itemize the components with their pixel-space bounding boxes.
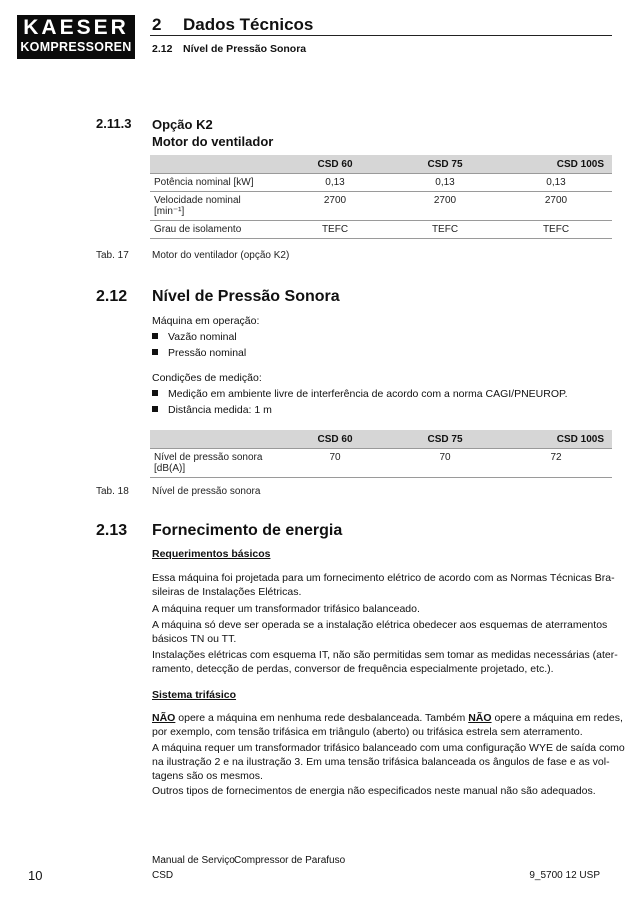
list-item-text: Pressão nominal (168, 347, 247, 359)
bullet-icon (152, 406, 158, 412)
header-rule (150, 35, 612, 36)
row-label-line2: [min⁻¹] (154, 206, 185, 217)
table-cell: 0,13 (500, 174, 612, 192)
chapter-title: Dados Técnicos (183, 15, 314, 34)
paragraph-line (152, 711, 623, 725)
paragraph-line: sileiras de Instalações Elétricas. (152, 586, 302, 598)
table-header-empty (150, 155, 280, 174)
chapter-number: 2 (152, 15, 162, 34)
table-cell: 2700 (280, 192, 390, 221)
list-item-text: Distância medida: 1 m (168, 404, 272, 416)
section-title-k2 (152, 116, 273, 150)
text-run: opere a máquina em redes, (491, 712, 623, 724)
paragraph-line: A máquina requer um transformador trifásico balanceado com uma configuração WYE de saída como (152, 742, 625, 754)
table-cell: 70 (390, 449, 500, 478)
list-item (152, 330, 237, 344)
footer-manual: Manual de Serviço (152, 855, 235, 866)
emphasis-nao: NÃO (468, 712, 492, 724)
table-header-cell: CSD 60 (280, 430, 390, 449)
table-caption-text: Nível de pressão sonora (152, 486, 261, 497)
list-item-text: Vazão nominal (168, 331, 237, 343)
text-run: opere a máquina em nenhuma rede desbalanceada. Também (175, 712, 469, 724)
table-header-empty (150, 430, 280, 449)
table-row (150, 174, 612, 192)
section-title-line1: Opção K2 (152, 117, 213, 132)
section-number-2-12: 2.12 (96, 288, 128, 305)
table-header-cell: CSD 75 (390, 430, 500, 449)
logo-line1: KAESER (23, 16, 129, 39)
sound-level-table (150, 430, 612, 478)
operation-label: Máquina em operação: (152, 315, 260, 327)
table-cell: TEFC (500, 221, 612, 239)
table-cell: 2700 (390, 192, 500, 221)
table-cell: 72 (500, 449, 612, 478)
section-title-2-12: Nível de Pressão Sonora (152, 288, 340, 305)
page-number: 10 (28, 868, 43, 883)
list-item (152, 346, 246, 360)
header-section-number: 2.12 (152, 43, 173, 55)
bullet-icon (152, 390, 158, 396)
table-row (150, 449, 612, 478)
table-cell: 0,13 (280, 174, 390, 192)
row-label: Grau de isolamento (150, 221, 280, 239)
table-header-row (150, 155, 612, 174)
bullet-icon (152, 333, 158, 339)
table-cell: TEFC (390, 221, 500, 239)
table-row (150, 221, 612, 239)
logo-line2: KOMPRESSOREN (20, 40, 132, 54)
paragraph-line: por exemplo, com tensão trifásica em triângulo (aberto) ou trifásica estrela sem aterramento. (152, 726, 583, 738)
row-label: Potência nominal [kW] (150, 174, 280, 192)
paragraph (152, 571, 615, 599)
table-header-cell: CSD 75 (390, 155, 500, 174)
table-header-cell: CSD 100S (500, 155, 612, 174)
table-cell: TEFC (280, 221, 390, 239)
kaeser-logo (17, 15, 135, 59)
section-number-2-11-3: 2.11.3 (96, 116, 132, 131)
table-cell: 70 (280, 449, 390, 478)
row-label (150, 449, 280, 478)
fan-motor-table (150, 155, 612, 239)
row-label-line1: Nível de pressão sonora (154, 452, 263, 463)
footer-doc-id: 9_5700 12 USP (529, 870, 600, 881)
table-cell: 2700 (500, 192, 612, 221)
paragraph-line: Instalações elétricas com esquema IT, não são permitidas sem tomar as medidas necessárias (ater- (152, 649, 618, 661)
table-header-row (150, 430, 612, 449)
paragraph (152, 648, 618, 676)
section-title-line2: Motor do ventilador (152, 134, 274, 149)
subheading-basic-requirements: Requerimentos básicos (152, 548, 271, 560)
row-label-line2: [dB(A)] (154, 463, 186, 474)
table-caption-number: Tab. 17 (96, 250, 129, 261)
footer-product: Compressor de Parafuso (234, 855, 346, 866)
header-section-title: Nível de Pressão Sonora (183, 43, 307, 55)
paragraph-line: tagens são os mesmos. (152, 770, 263, 782)
paragraph: A máquina requer um transformador trifásico balanceado. (152, 603, 420, 615)
table-header-cell: CSD 100S (500, 430, 612, 449)
section-title-2-13: Fornecimento de energia (152, 522, 343, 539)
row-label-line1: Velocidade nominal (154, 195, 241, 206)
paragraph-line: básicos TN ou TT. (152, 633, 237, 645)
table-row (150, 192, 612, 221)
list-item (152, 387, 568, 401)
paragraph-line: ramento, detecção de perdas, conversor de frequência especialmente projetado, etc.). (152, 663, 554, 675)
paragraph-line: na ilustração 2 e na ilustração 3. Em uma tensão trifásica balanceada os ângulos de fase e as vol- (152, 756, 610, 768)
paragraph (152, 711, 623, 739)
table-header-cell: CSD 60 (280, 155, 390, 174)
paragraph (152, 741, 625, 783)
emphasis-nao: NÃO (152, 712, 176, 724)
conditions-label: Condições de medição: (152, 372, 262, 384)
list-item-text: Medição em ambiente livre de interferência de acordo com a norma CAGI/PNEUROP. (168, 388, 568, 400)
list-item (152, 403, 272, 417)
paragraph (152, 618, 607, 646)
table-cell: 0,13 (390, 174, 500, 192)
paragraph-line: Essa máquina foi projetada para um fornecimento elétrico de acordo com as Normas Técnicas Bra- (152, 572, 615, 584)
footer-model: CSD (152, 870, 174, 881)
table-caption-text: Motor do ventilador (opção K2) (152, 250, 290, 261)
paragraph: Outros tipos de fornecimentos de energia não especificados neste manual não são adequados. (152, 785, 596, 797)
section-number-2-13: 2.13 (96, 522, 128, 539)
row-label (150, 192, 280, 221)
paragraph-line: A máquina só deve ser operada se a instalação elétrica obedecer aos esquemas de aterramentos (152, 619, 608, 631)
table-caption-number: Tab. 18 (96, 486, 129, 497)
bullet-icon (152, 349, 158, 355)
subheading-three-phase: Sistema trifásico (152, 689, 237, 701)
